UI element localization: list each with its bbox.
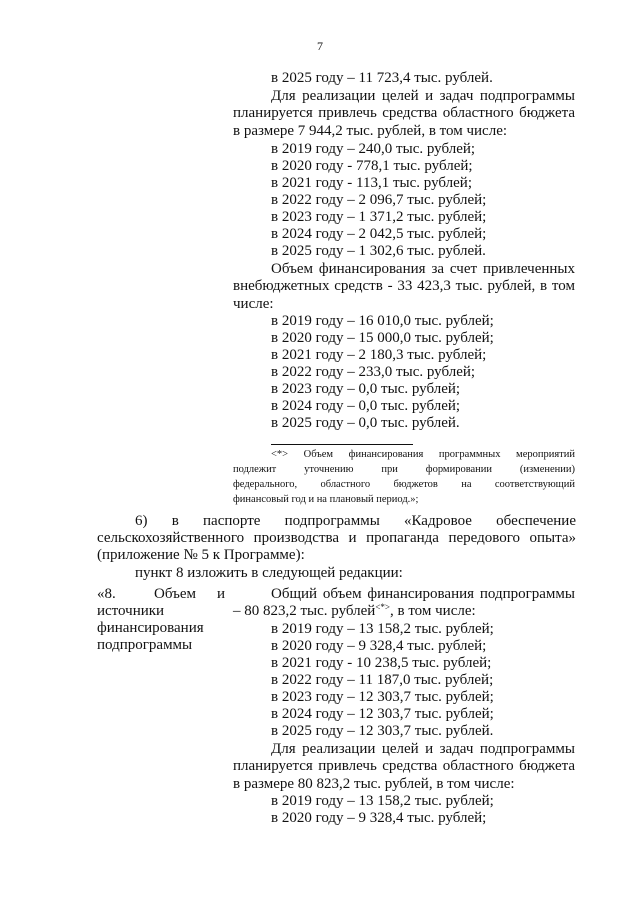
extra-year-2024: в 2024 году – 0,0 тыс. рублей; — [271, 398, 461, 414]
table-oblast-intro-1: Для реализации целей и задач подпрограммы — [271, 741, 575, 757]
extra-year-2023: в 2023 году – 0,0 тыс. рублей; — [271, 381, 461, 397]
footnote-line-2: подлежит уточнению при формировании (изменении) — [233, 464, 575, 475]
table-oblast-intro-2: планируется привлечь средства областного бюджета — [233, 758, 575, 774]
total-line-2 — [233, 603, 476, 620]
total-year-2020: в 2020 году – 9 328,4 тыс. рублей; — [271, 638, 487, 654]
total-year-2025: в 2025 году – 12 303,7 тыс. рублей. — [271, 723, 494, 739]
table-left-line-4: подпрограммы — [97, 637, 193, 653]
oblast-year-2021: в 2021 году - 113,1 тыс. рублей; — [271, 175, 472, 191]
total-year-2019: в 2019 году – 13 158,2 тыс. рублей; — [271, 621, 494, 637]
footnote-rule — [271, 444, 413, 445]
total-amount: – 80 823,2 тыс. рублей — [233, 603, 376, 619]
item6-line-3: (приложение № 5 к Программе): — [97, 547, 305, 563]
table-oblast-intro-3: в размере 80 823,2 тыс. рублей, в том числе: — [233, 776, 515, 792]
oblast-intro-line-3: в размере 7 944,2 тыс. рублей, в том числе: — [233, 123, 508, 139]
oblast-intro-line-1: Для реализации целей и задач подпрограммы — [271, 88, 575, 104]
oblast-year-2025: в 2025 году – 1 302,6 тыс. рублей. — [271, 243, 486, 259]
year-2025-line: в 2025 году – 11 723,4 тыс. рублей. — [271, 70, 493, 86]
table-left-word-and: и — [217, 586, 226, 602]
oblast-year-2024: в 2024 году – 2 042,5 тыс. рублей; — [271, 226, 487, 242]
extra-intro-line-2: внебюджетных средств - 33 423,3 тыс. рублей, в том — [233, 278, 575, 294]
extra-intro-line-3: числе: — [233, 296, 274, 312]
extra-intro-line-1: Объем финансирования за счет привлеченных — [271, 261, 575, 277]
extra-year-2025: в 2025 году – 0,0 тыс. рублей. — [271, 415, 460, 431]
oblast-year-2022: в 2022 году – 2 096,7 тыс. рублей; — [271, 192, 487, 208]
oblast-year-2019: в 2019 году – 240,0 тыс. рублей; — [271, 141, 476, 157]
total-line-1: Общий объем финансирования подпрограммы — [271, 586, 575, 602]
footnote-line-4: финансовый год и на плановый период.»; — [233, 494, 419, 505]
total-year-2021: в 2021 году - 10 238,5 тыс. рублей; — [271, 655, 492, 671]
total-footnote-mark: <*> — [375, 602, 390, 612]
table-oblast-year-2020: в 2020 году – 9 328,4 тыс. рублей; — [271, 810, 487, 826]
item6-line-1: 6) в паспорте подпрограммы «Кадровое обеспечение — [135, 513, 576, 529]
table-left-line-2: источники — [97, 603, 165, 619]
total-year-2023: в 2023 году – 12 303,7 тыс. рублей; — [271, 689, 494, 705]
oblast-year-2020: в 2020 году - 778,1 тыс. рублей; — [271, 158, 473, 174]
item6-line-2: сельскохозяйственного производства и пропаганда передового опыта» — [97, 530, 576, 546]
oblast-intro-line-2: планируется привлечь средства областного бюджета — [233, 105, 575, 121]
table-oblast-year-2019: в 2019 году – 13 158,2 тыс. рублей; — [271, 793, 494, 809]
table-left-line-3: финансирования — [97, 620, 204, 636]
extra-year-2020: в 2020 году – 15 000,0 тыс. рублей; — [271, 330, 494, 346]
total-year-2024: в 2024 году – 12 303,7 тыс. рублей; — [271, 706, 494, 722]
footnote-line-1: <*> Объем финансирования программных мероприятий — [271, 449, 575, 460]
table-row-number: «8. — [97, 586, 116, 602]
extra-year-2019: в 2019 году – 16 010,0 тыс. рублей; — [271, 313, 494, 329]
oblast-year-2023: в 2023 году – 1 371,2 тыс. рублей; — [271, 209, 487, 225]
extra-year-2021: в 2021 году – 2 180,3 тыс. рублей; — [271, 347, 487, 363]
total-tail: , в том числе: — [389, 603, 476, 619]
footnote-line-3: федерального, областного бюджетов на соответствующий — [233, 479, 575, 490]
table-left-word-volume: Объем — [154, 586, 196, 602]
point8-instruction: пункт 8 изложить в следующей редакции: — [135, 565, 403, 581]
extra-year-2022: в 2022 году – 233,0 тыс. рублей; — [271, 364, 476, 380]
total-year-2022: в 2022 году – 11 187,0 тыс. рублей; — [271, 672, 494, 688]
page-number: 7 — [317, 39, 323, 53]
